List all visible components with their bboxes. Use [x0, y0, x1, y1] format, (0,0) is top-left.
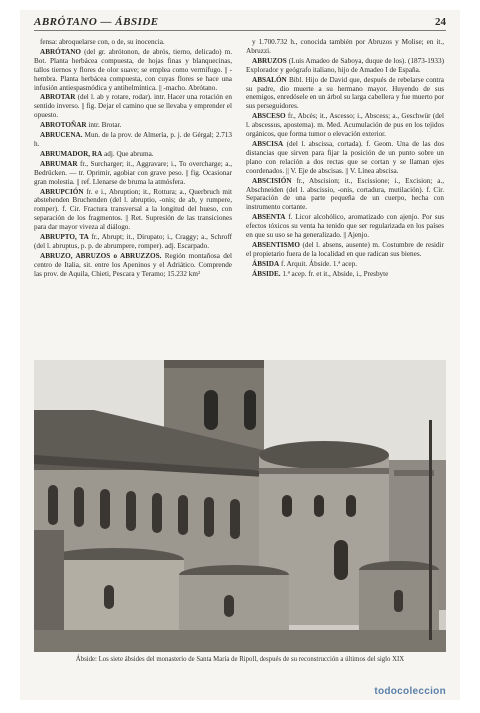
entry: ABRUCENA. Mun. de la prov. de Almería, p. j. de Gérgal; 2.713 h.	[34, 131, 232, 148]
entry: ABSENTA f. Licor alcohólico, aromatizado con ajenjo. Por sus efectos tóxicos su venta ha tenido que ser regularizada en los países en que su uso se ha generalizado. || Ajenjo.	[246, 213, 444, 240]
entry: ABRUPCIÓN fr. e i., Abruption; it., Rottura; a., Querbruch mit abstehenden Bruchenden (del l. abruptio, -onis; de ab, y rumpere, romper). f. Cir. Fractura transversal a la longitud del hueso, con separación de los fragmentos. || Ret. Supresión de las transiciones para dar mayor viveza al diálogo.	[34, 187, 232, 232]
page-header	[34, 16, 446, 31]
entry: ABRUZO, ABRUZOS o ABRUZZOS. Región montañosa del centro de Italia, sit. entre los Apeninos y el Adriático. Comprende las prov. de Aquila, Chieti, Pescara y Teramo; 15.232 km²	[34, 251, 232, 278]
entry: ABSCISA (del l. abscissa, cortada). f. Geom. Una de las dos distancias que sirven para fijar la posición de un punto sobre un plano con relación a dos rectas que se cortan y se llaman ejes coordenados. || V. Eje de abscisas. || V. Línea abscisa.	[246, 139, 444, 175]
right-column	[246, 38, 444, 358]
dictionary-page	[20, 10, 460, 700]
page-number: 24	[435, 16, 446, 28]
entry: ABSCISIÓN fr., Abscision; it., Escissione; i., Excision; a., Abschneiden (del l. abscissio, -onis, cortadura, mutilación). f. Cir. Separación de una parte pequeña de un cuerpo, hecha con instrumento cortante.	[246, 176, 444, 212]
watermark-logo: todocoleccion	[374, 686, 446, 697]
entry: ABROTAR (del l. ab y rotare, rodar). intr. Hacer una rotación en sentido inverso. || fig. Dejar el camino que se llevaba y emprender el opuesto.	[34, 93, 232, 120]
entry: y 1.700.732 h., conocida también por Abruzos y Molise; en it., Abruzzi.	[246, 38, 444, 55]
romanesque-apses-illustration	[34, 360, 446, 652]
entry: ABRUMADOR, RA adj. Que abruma.	[40, 149, 154, 158]
entry: ABROTOÑAR intr. Brotar.	[40, 121, 122, 130]
monastery-photo	[34, 360, 446, 652]
entry: ABRÓTANO (del gr. abrótonon, de abrós, tierno, delicado) m. Bot. Planta herbácea compuesta, de hojas finas y blanquecinas, tallos tiernos y flores de olor suave; se emplea como vermífugo. || -hembra. Planta herbácea compuesta, con cuyas flores se hace una infusión antiespasmódica y antihelmíntica. || -macho. Abrótano.	[34, 47, 232, 92]
photo-caption: Ábside: Los siete ábsides del monasterio de Santa María de Ripoll, después de su reconstrucción a últimos del siglo XIX	[75, 656, 405, 663]
entry: ABRUPTO, TA fr., Abrupt; it., Dirupato; i., Craggy; a., Schroff (del l. abruptus, p. p. de abrumpere, romper). adj. Escarpado.	[34, 233, 232, 250]
left-column	[34, 38, 232, 358]
running-title: ABRÓTANO — ÁBSIDE	[34, 16, 159, 28]
entry: ABSENTISMO (del l. absens, ausente) m. Costumbre de residir el propietario fuera de la localidad en que radican sus bienes.	[246, 240, 444, 258]
entry: ÁBSIDE. 1.ª acep. fr. et it., Abside, i., Presbyte	[252, 269, 389, 278]
entry: fensa: abroquelarse con, o de, su inocencia.	[40, 38, 165, 46]
entry: ABRUZOS (Luis Amadeo de Saboya, duque de los). (1873-1933) Explorador y geógrafo italiano, hijo de Amadeo I de España.	[246, 56, 444, 74]
entry: ÁBSIDA f. Arquit. Ábside. 1.ª acep.	[252, 259, 358, 268]
entry: ABRUMAR fr., Surcharger; it., Aggravare; i., To overcharge; a., Bedrücken. — tr. Oprimir, agobiar con grave peso. || fig. Ocasionar gran molestia. || ref. Llenarse de bruma la atmósfera.	[34, 159, 232, 186]
entry: ABSCESO fr., Abcès; it., Ascesso; i., Abscess; a., Geschwür (del l. abscessus, apostema). m. Med. Acumulación de pus en los tejidos orgánicos, que forma tumor o elevación exterior.	[246, 112, 444, 139]
entry: ABSALÓN Bibl. Hijo de David que, después de rebelarse contra su padre, dio muerte a su hermano mayor. Huyendo de sus enemigos, enredósele en un árbol su larga cabellera y fue muerto por sus perseguidores.	[246, 75, 444, 111]
